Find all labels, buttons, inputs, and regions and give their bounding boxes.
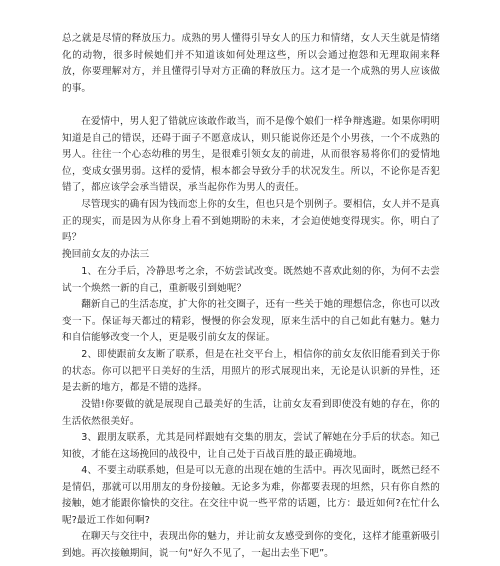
paragraph-show-life: 没错!你要做的就是展现自己最美好的生活，让前女友看到即使没有她的存在，你的生活依然很美好。 [62, 399, 440, 427]
paragraph-method-4: 4、不要主动联系她，但是可以无意的出现在她的生活中。再次见面时，既然已经不是情侣，那就可以用朋友的身份接触。无论多为难，你都要表现的坦然，只有你自然的接触，她才能跟你愉快的交往。在交往中说一些平常的话题，比方：最近如何?在忙什么呢?最近工作如何啊? [62, 465, 440, 526]
paragraph-new-lifestyle: 翻新自己的生活态度，扩大你的社交圈子，还有一些关于她的理想信念，你也可以改变一下。保证每天都过的精彩，慢慢的你会发现，原来生活中的自己如此有魅力。魅力和自信能够改变一个人，更是吸引前女友的保证。 [62, 299, 440, 343]
paragraph-reality: 尽管现实的确有因为钱而恋上你的女生，但也只是个别例子。要相信，女人并不是真正的现实，而是因为从你身上看不到她期盼的未来，才会迫使她变得现实。你，明白了吗？ [62, 199, 440, 243]
paragraph-method-2: 2、即使跟前女友断了联系，但是在社交平台上，相信你的前女友依旧能看到关于你的状态。你可以把平日美好的生活，用照片的形式展现出来，无论是认识新的异性，还是去新的地方，都是不错的选择。 [62, 349, 440, 393]
paragraph-pressure-release: 总之就是尽情的释放压力。成熟的男人懂得引导女人的压力和情绪，女人天生就是情绪化的动物，很多时候她们并不知道该如何处理这些，所以会通过抱怨和无理取闹来释放，你要理解对方，并且懂得引导对方正确的释放压力。这才是一个成熟的男人应该做的事。 [62, 33, 440, 94]
paragraph-method-3: 3、跟朋友联系，尤其是同样跟她有交集的朋友，尝试了解她在分手后的状态。知己知彼，才能在这场挽回的战役中，让自己处于百战百胜的最正确境地。 [62, 432, 440, 460]
paragraph-admit-mistakes: 在爱情中，男人犯了错就应该敢作敢当，而不是像个娘们一样争辩逃避。如果你明明知道是自己的错误，还碍于面子不愿意成认，则只能说你还是个小男孩，一个不成熟的男人。往往一个心态幼稚的男生，是很难引领女友的前进，从而很容易将你们的爱情地位，变成女强男弱。这样的爱情，根本都会导致分手的状况发生。所以，不论你是否犯错了，都应该学会承当错误，承当起你作为男人的责任。 [62, 116, 440, 193]
section-heading: 挽回前女友的办法三 [62, 249, 150, 260]
paragraph-method-1: 1、在分手后，冷静思考之余，不妨尝试改变。既然她不喜欢此刻的你，为何不去尝试一个焕然一新的自己，重新吸引到她呢？ [62, 266, 440, 294]
paragraph-charm: 在聊天与交往中，表现出你的魅力，并让前女友感受到你的变化，这样才能重新吸引到她。再次接触期间，说一句“好久不见了，一起出去坐下吧”。 [62, 531, 440, 559]
